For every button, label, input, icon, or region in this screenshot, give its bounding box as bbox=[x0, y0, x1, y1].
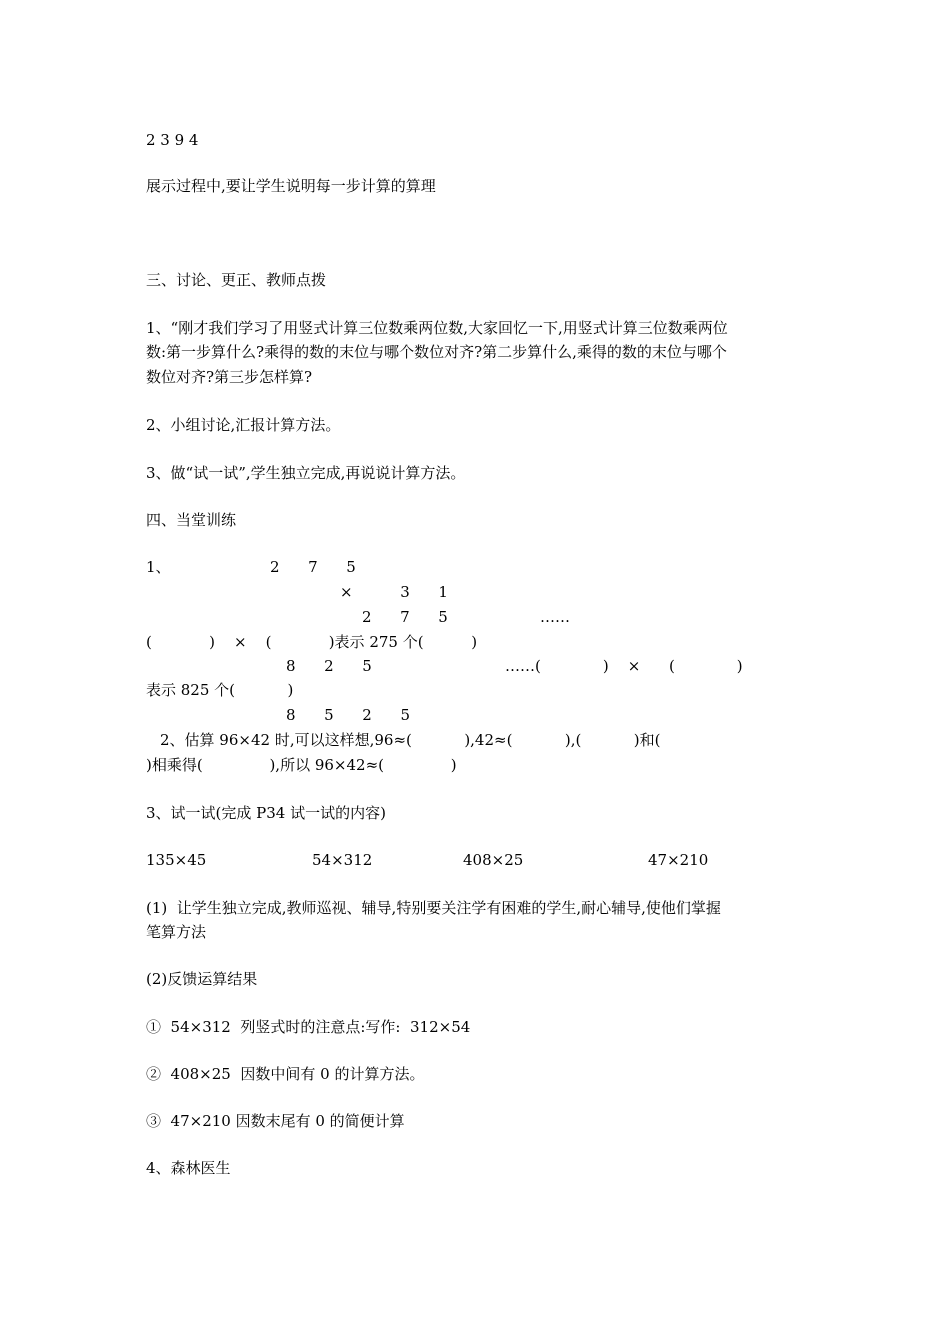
paragraph: 数:第一步算什么?乘得的数的末位与哪个数位对齐?第二步算什么,乘得的数的末位与哪个 bbox=[146, 343, 727, 361]
paragraph: 笔算方法 bbox=[146, 923, 207, 941]
fill-blank-line: 2、估算 96×42 时,可以这样想,96≈( ),42≈( ),( )和( bbox=[160, 731, 661, 749]
problem-item: 135×45 bbox=[146, 851, 207, 869]
paragraph: 3、做“试一试”,学生独立完成,再说说计算方法。 bbox=[146, 464, 466, 482]
fill-blank-line: 表示 825 个( ) bbox=[146, 681, 294, 699]
exercise-number: 1、 bbox=[146, 558, 171, 576]
problem-item: 47×210 bbox=[648, 851, 709, 869]
vertical-calc-line: 8 5 2 5 bbox=[286, 706, 410, 724]
vertical-calc-line: 2 7 5 bbox=[362, 608, 448, 626]
digits-line: 2 3 9 4 bbox=[146, 131, 199, 149]
problem-item: 54×312 bbox=[312, 851, 373, 869]
paragraph: 4、森林医生 bbox=[146, 1159, 231, 1177]
vertical-calc-line: × 3 1 bbox=[340, 583, 448, 601]
paragraph: (2)反馈运算结果 bbox=[146, 970, 258, 988]
section-heading: 三、讨论、更正、教师点拨 bbox=[146, 271, 327, 289]
problem-item: 408×25 bbox=[463, 851, 524, 869]
section-heading: 四、当堂训练 bbox=[146, 511, 237, 529]
paragraph: 数位对齐?第三步怎样算? bbox=[146, 368, 313, 386]
vertical-calc-line: 2 7 5 bbox=[270, 558, 356, 576]
paragraph: (1) 让学生独立完成,教师巡视、辅导,特别要关注学有困难的学生,耐心辅导,使他们掌握 bbox=[146, 899, 721, 917]
paragraph: 2、小组讨论,汇报计算方法。 bbox=[146, 416, 341, 434]
paragraph: ② 408×25 因数中间有 0 的计算方法。 bbox=[146, 1065, 425, 1083]
fill-blank-line: )相乘得( ),所以 96×42≈( ) bbox=[146, 756, 457, 774]
vertical-calc-line: 8 2 5 bbox=[286, 657, 372, 675]
fill-blank-line: ( ) × ( )表示 275 个( ) bbox=[146, 633, 478, 651]
fill-blank-line: ……( ) × ( ) bbox=[505, 657, 743, 675]
paragraph: 展示过程中,要让学生说明每一步计算的算理 bbox=[146, 177, 436, 195]
paragraph: 1、“刚才我们学习了用竖式计算三位数乘两位数,大家回忆一下,用竖式计算三位数乘两位 bbox=[146, 319, 728, 337]
paragraph: 3、试一试(完成 P34 试一试的内容) bbox=[146, 804, 386, 822]
paragraph: ③ 47×210 因数末尾有 0 的简便计算 bbox=[146, 1112, 405, 1130]
paragraph: ① 54×312 列竖式时的注意点:写作: 312×54 bbox=[146, 1018, 471, 1036]
ellipsis: …… bbox=[540, 608, 570, 626]
